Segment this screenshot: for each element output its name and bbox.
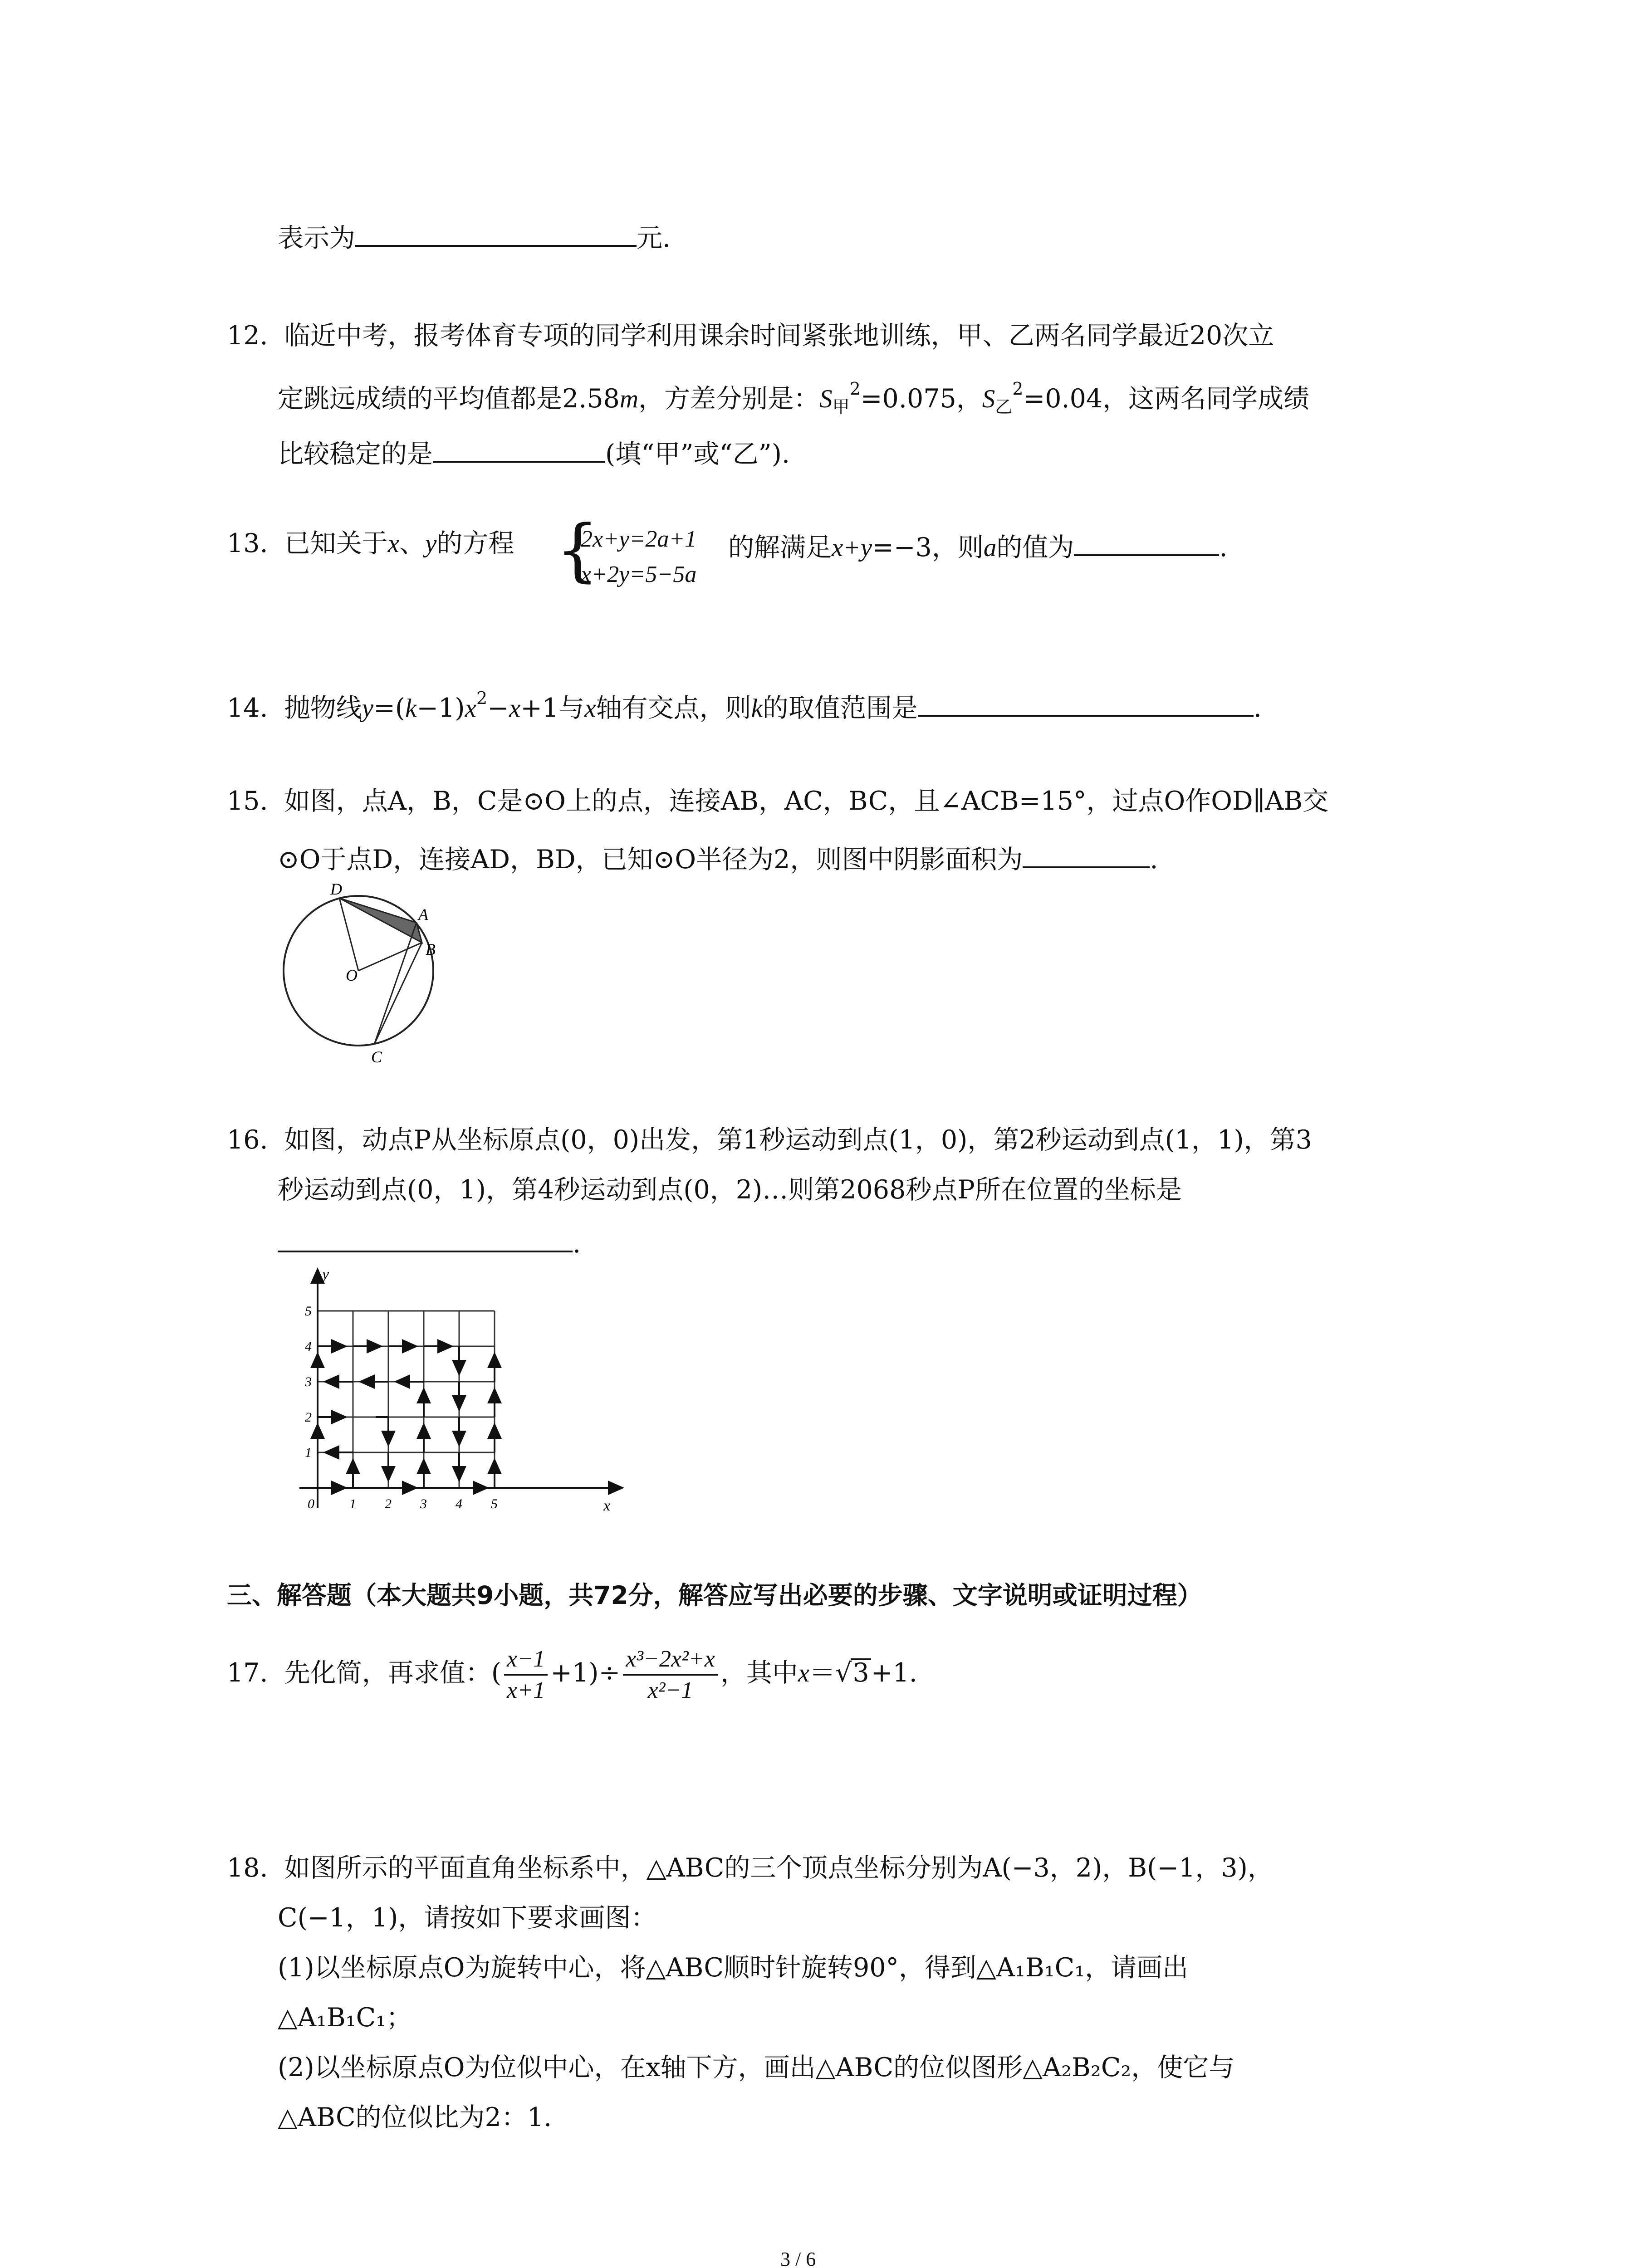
q14-b: y bbox=[362, 694, 374, 723]
q13-answer-blank[interactable] bbox=[1074, 531, 1219, 556]
q14-answer-blank[interactable] bbox=[918, 691, 1254, 717]
q18-text4: △A₁B₁C₁； bbox=[278, 2003, 412, 2033]
tick-x-1: 1 bbox=[349, 1496, 356, 1511]
q16-line1 bbox=[227, 1127, 1312, 1153]
q17-fraction2 bbox=[623, 1644, 718, 1705]
q14-m: k bbox=[751, 694, 763, 723]
q14-d: k bbox=[405, 694, 417, 723]
label-c: C bbox=[371, 1048, 382, 1066]
q13-equation2: x+2y=5−5a bbox=[581, 562, 697, 587]
q17-f1-num: x−1 bbox=[504, 1644, 548, 1676]
q14-c: =( bbox=[373, 693, 406, 723]
q17-fraction1 bbox=[504, 1644, 548, 1705]
q16-text2: 秒运动到点(0，1)，第4秒运动到点(0，2)…则第2068秒点P所在位置的坐标是 bbox=[278, 1175, 1182, 1205]
q12-sup2: 2 bbox=[1012, 379, 1024, 399]
tick-x-2: 2 bbox=[385, 1496, 392, 1511]
q11-answer-blank[interactable] bbox=[355, 221, 637, 247]
q13-end: . bbox=[1219, 533, 1228, 562]
q17-line bbox=[227, 1644, 917, 1705]
q15-line1 bbox=[227, 788, 1328, 814]
y-axis-label: y bbox=[322, 1266, 329, 1283]
q14-a: 抛物线 bbox=[284, 693, 362, 723]
q16-text1: 如图，动点P从坐标原点(0，0)出发，第1秒运动到点(1，0)，第2秒运动到点(1，1)，第3 bbox=[284, 1125, 1312, 1155]
q13-f: =−3，则 bbox=[872, 533, 984, 562]
q18-text6: △ABC的位似比为2：1. bbox=[278, 2102, 552, 2132]
q18-number: 18. bbox=[227, 1853, 268, 1883]
q13-g: a bbox=[983, 533, 997, 562]
tick-y-2: 2 bbox=[305, 1410, 312, 1425]
q12-line1 bbox=[227, 323, 1274, 349]
tick-x-5: 5 bbox=[491, 1496, 498, 1511]
q14-e: −1) bbox=[416, 693, 465, 723]
q16-line2 bbox=[278, 1177, 1182, 1203]
q17-radicand: 3 bbox=[851, 1658, 871, 1686]
q11-tail bbox=[278, 221, 671, 251]
q14-f: x bbox=[465, 694, 476, 723]
tick-y-1: 1 bbox=[305, 1445, 312, 1460]
q13-equation1: 2x+y=2a+1 bbox=[581, 526, 697, 552]
q12-sub2: 乙 bbox=[995, 397, 1013, 417]
q18-line1 bbox=[227, 1855, 1274, 1881]
q12-val2: =0.04，这两名同学成绩 bbox=[1023, 384, 1310, 414]
q18-text3: (1)以坐标原点O为旋转中心，将△ABC顺时针旋转90°，得到△A₁B₁C₁，请画出 bbox=[278, 1953, 1189, 1983]
q12-text2a: 定跳远成绩的平均值都是2.58 bbox=[278, 384, 620, 414]
tick-x-4: 4 bbox=[456, 1496, 462, 1511]
q13-e: x+y bbox=[832, 533, 872, 562]
q15-text2: ⊙O于点D，连接AD，BD，已知⊙O半径为2，则图中阴影面积为 bbox=[278, 845, 1023, 875]
q12-line3 bbox=[278, 437, 790, 467]
q13-number: 13. bbox=[227, 528, 268, 558]
q13-d: 的解满足 bbox=[728, 533, 832, 562]
q17-number: 17. bbox=[227, 1658, 268, 1688]
label-b: B bbox=[426, 940, 436, 958]
q13-b: 、 bbox=[399, 528, 426, 558]
q15-end: . bbox=[1150, 845, 1158, 875]
shaded-region bbox=[339, 898, 422, 943]
q13-x: x bbox=[387, 529, 400, 558]
q14-end: . bbox=[1253, 693, 1262, 723]
q15-line2 bbox=[278, 843, 1158, 873]
q13-line bbox=[227, 528, 514, 558]
q12-line2 bbox=[278, 380, 1309, 415]
q14-l: 轴有交点，则 bbox=[596, 693, 751, 723]
q12-text1: 临近中考，报考体育专项的同学利用课余时间紧张地训练，甲、乙两名同学最近20次立 bbox=[284, 321, 1274, 351]
q14-i: x bbox=[509, 694, 521, 723]
section-3-heading: 三、解答题（本大题共9小题，共72分，解答应写出必要的步骤、文字说明或证明过程） bbox=[227, 1581, 1202, 1610]
q11-suffix: 元. bbox=[637, 223, 671, 253]
q15-answer-blank[interactable] bbox=[1023, 843, 1150, 868]
q14-k: x bbox=[584, 694, 596, 723]
tick-y-5: 5 bbox=[305, 1304, 312, 1319]
tick-x-3: 3 bbox=[420, 1496, 427, 1511]
sqrt-icon: √ bbox=[835, 1658, 852, 1688]
q14-number: 14. bbox=[227, 693, 268, 723]
q13-h: 的值为 bbox=[996, 533, 1074, 562]
label-a: A bbox=[418, 905, 428, 924]
q12-text3b: (填“甲”或“乙”). bbox=[605, 439, 790, 469]
q13-y: y bbox=[425, 529, 437, 558]
q14-line bbox=[227, 689, 1262, 721]
q12-text2c: ，方差分别是： bbox=[638, 384, 820, 414]
q18-text2: C(−1，1)，请按如下要求画图： bbox=[278, 1903, 657, 1933]
q17-g: +1. bbox=[871, 1658, 917, 1688]
x-axis-label: x bbox=[603, 1497, 611, 1514]
q13-c: 的方程 bbox=[436, 528, 514, 558]
q12-val1: =0.075， bbox=[860, 384, 982, 414]
q16-number: 16. bbox=[227, 1125, 268, 1155]
tick-y-3: 3 bbox=[305, 1374, 312, 1389]
q18-text5: (2)以坐标原点O为位似中心，在x轴下方，画出△ABC的位似图形△A₂B₂C₂，使它与 bbox=[278, 2053, 1235, 2082]
q17-f1-den: x+1 bbox=[507, 1677, 545, 1703]
q17-c: ，其中 bbox=[720, 1658, 798, 1688]
q12-answer-blank[interactable] bbox=[433, 437, 605, 463]
q17-e: ＝ bbox=[809, 1658, 836, 1688]
q15-circle-figure bbox=[272, 875, 463, 1066]
q18-text1: 如图所示的平面直角坐标系中，△ABC的三个顶点坐标分别为A(−3，2)，B(−1，3)， bbox=[284, 1853, 1274, 1883]
q13-a: 已知关于 bbox=[284, 528, 388, 558]
q12-s2: S bbox=[982, 385, 995, 413]
q12-number: 12. bbox=[227, 321, 268, 351]
q15-text1: 如图，点A，B，C是⊙O上的点，连接AB，AC，BC，且∠ACB=15°，过点O作OD∥AB交 bbox=[284, 786, 1329, 816]
q12-sub1: 甲 bbox=[832, 397, 850, 417]
q17-f2-den: x²−1 bbox=[647, 1677, 693, 1703]
label-o: O bbox=[346, 966, 358, 984]
q12-unit: m bbox=[619, 385, 639, 413]
q16-answer-blank[interactable] bbox=[278, 1227, 573, 1252]
q15-number: 15. bbox=[227, 786, 268, 816]
q14-h: − bbox=[487, 693, 509, 723]
q14-n: 的取值范围是 bbox=[762, 693, 918, 723]
q17-f2-num: x³−2x²+x bbox=[623, 1644, 718, 1676]
q12-s1: S bbox=[819, 385, 833, 413]
tick-y-4: 4 bbox=[305, 1339, 312, 1354]
page-number: 3 / 6 bbox=[780, 2248, 816, 2268]
q16-end: . bbox=[573, 1229, 581, 1259]
q13-line-b bbox=[728, 531, 1227, 561]
tick-x-0: 0 bbox=[308, 1496, 314, 1511]
q17-d: x bbox=[798, 1659, 810, 1688]
q12-text3a: 比较稳定的是 bbox=[278, 439, 433, 469]
q17-a: 先化简，再求值：( bbox=[284, 1658, 502, 1688]
q17-b: +1)÷ bbox=[550, 1658, 621, 1688]
q14-g: 2 bbox=[476, 688, 488, 708]
q14-j: +1与 bbox=[520, 693, 585, 723]
q12-sup1: 2 bbox=[849, 379, 861, 399]
q16-grid-figure bbox=[290, 1256, 635, 1520]
q16-line3 bbox=[278, 1227, 581, 1257]
q11-prefix: 表示为 bbox=[278, 223, 355, 253]
label-d: D bbox=[330, 880, 342, 898]
